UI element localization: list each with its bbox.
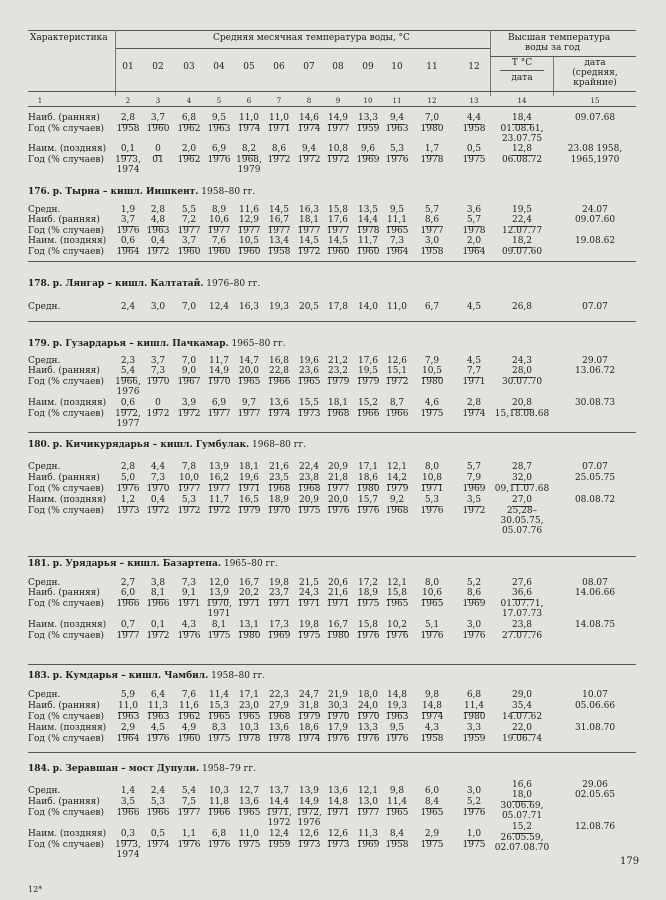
header-characteristic: Характеристика — [30, 33, 108, 43]
top-label-3: Наим. (поздняя) — [28, 144, 107, 154]
month-06: 06 — [273, 62, 285, 72]
header-highest: Высшая температура — [508, 33, 611, 43]
month-01: 01 — [122, 62, 134, 72]
top-rule — [28, 30, 636, 31]
section-184-title: 184. р. Зеравшан – мост Дупули. 1958–79 гг. — [28, 764, 256, 774]
header-date4: крайние) — [573, 78, 617, 88]
month-12: 12 — [468, 62, 480, 72]
month-09: 09 — [362, 62, 374, 72]
header-date: дата — [511, 73, 533, 83]
top-label-4: Год (% случаев) — [28, 155, 104, 165]
month-02: 02 — [152, 62, 164, 72]
header-date3: (средняя, — [572, 68, 618, 78]
month-11: 11 — [426, 62, 438, 72]
month-04: 04 — [213, 62, 225, 72]
section-183-title: 183. р. Кумдарья – кишл. Чамбил. 1958–80 гг. — [28, 671, 266, 681]
header-highest-2: воды за год — [525, 43, 580, 53]
month-07: 07 — [303, 62, 315, 72]
header-t: Т °С — [511, 58, 533, 68]
top-label-1: Наиб. (ранняя) — [28, 113, 100, 123]
section-180-title: 180. р. Кичикурядарья – кишл. Гумбулак. 1968–80 гг. — [28, 440, 307, 450]
section-178-title: 178. р. Лянгар – кишл. Калтатай. 1976–80 гг. — [28, 279, 261, 289]
header-date2: дата — [584, 58, 606, 68]
section-181-title: 181. р. Урядарья – кишл. Базартепа. 1965–80 гг. — [28, 559, 278, 569]
month-03: 03 — [183, 62, 195, 72]
month-08: 08 — [332, 62, 344, 72]
header-sub-rule — [115, 48, 490, 49]
page-number: 179 — [620, 856, 640, 867]
signature-mark: 12* — [28, 885, 43, 894]
section-176-title: 176. р. Тырна – кишл. Иишкент. 1958–80 гг. — [28, 187, 256, 197]
month-05: 05 — [243, 62, 255, 72]
month-10: 10 — [391, 62, 403, 72]
top-label-2: Год (% случаев) — [28, 124, 104, 134]
section-179-title: 179. р. Гузардарья – кишл. Пачкамар. 1965–80 гг. — [28, 339, 286, 349]
header-mean-monthly: Средняя месячная температура воды, °С — [213, 33, 410, 43]
document-page: Характеристика Средняя месячная температура воды, °С Высшая температура воды за год 01 02 03 04 05 06 07 08 09 10 11 12 Т °С дата дата (средняя, крайние) 1 2 3 4 5 6 7 8 9 10 11 12 13 14 15 Наиб. (ранняя) Год (% случаев) Наим. (поздняя) Год (% случаев) 2,8 3,7 6,8 9,5 11,0 11,0 14,6 14,9 13,3 9,4 7,0 4,4 1958 1960 1962 1963 1974 1971 1974 1977 1959 1963 1980 1958 18,4 09.07.68 01.08.61, 23.07.75 0,1 0 2,0 6,9 8,2 8,6 9,4 10,8 9,6 5,3 1,7 0,5 1973, 01 1962 1976 1968, 1972 1972 1972 1969 1976 1978 1975 1974 1979 12,8 06.08.72 23.08 1958, 1965,1970 176. р. Тырна – кишл. Иишкент. 1958–80 гг. Средн. Наиб. (ранняя) Год (% случаев) Наим. (поздняя) Год (% случаев) 1,9 2,8 5,5 8,9 11,6 14,5 16,3 15,8 13,5 9,5 5,7 3,6 3,7 4,8 7,2 10,6 12,9 16,7 18,1 17,6 14,4 11,1 8,6 5,7 1976 1963 1977 1977 1977 1977 1977 1977 1978 1965 1977 1978 0,6 0,4 3,7 7,6 10,5 13,4 14,5 14,5 11,7 7,3 3,0 2,0 1964 1972 1960 1960 1960 1958 1972 1960 1960 1964 1958 1964 19,5 22,4 12.07.77 18,2 09.07.60 24.07 09.07.60 19.08.62 178. р. Лянгар – кишл. Калтатай. 1976–80 гг. Средн. 2,4 3,0 7,0 12,4 16,3 19,3 20,5 17,8 14,0 11,0 6,7 4,5 26,8 07.07 179. р. Гузардарья – кишл. Пачкамар. 1965–80 гг. Средн. Наиб. (ранняя) Год (% случаев) Наим. (поздняя) Год (% случаев) 2,3 3,7 7,0 11,7 14,7 16,8 19,6 21,2 17,6 12,6 7,9 4,5 5,4 7,3 9,0 14,9 20,0 22,8 23,6 23,2 19,5 15,1 10,5 7,7 1966, 1970 1967 1970 1965 1966 1965 1979 1979 1972 1980 1971 1976 0,6 0 3,9 6,9 9,7 13,6 15,5 18,1 15,2 8,7 4,6 2,8 1972, 1972 1972 1977 1977 1974 1973 1968 1966 1966 1975 1974 1977 24,3 28,0 30.07.70 20,8 15,18.08.68 29.07 13.06.72 30.08.73 180. р. Кичикурядарья – кишл. Гумбулак. 1968–80 гг. Средн. Наиб. (ранняя) Год (% случаев) Наим. (поздняя) Год (% случаев) 2,8 4,4 7,8 13,9 18,1 21,6 22,4 20,9 17,1 12,1 8,0 5,7 5,0 7,3 10,0 16,2 19,6 23,5 23,8 21,8 18,6 14,2 10,8 7,9 1976 1970 1977 1977 1971 1968 1968 1977 1980 1979 1971 1969 1,2 0,4 5,3 11,7 16,5 18,9 20,9 20,0 15,7 9,2 5,3 3,5 1973 1972 1972 1972 1979 1970 1975 1976 1976 1968 1976 1972 28,7 32,0 09,11.07.68 27,0 25,28– 30.05.75, 05.07.76 07.07 25.05.75 08.08.72 181. р. Урядарья – кишл. Базартепа. 1965–80 гг. Средн. Наиб. (ранняя) Год (% случаев) Наим. (поздняя) Год (% случаев) 2,7 3,8 7,3 12,0 16,7 19,8 21,5 20,6 17,2 12,1 8,0 5,2 6,0 8,1 9,1 13,9 20,2 23,7 24,3 21,6 18,9 15,8 10,6 8,6 1966 1966 1971 1970, 1971 1971 1971 1971 1975 1965 1965 1969 1971 0,7 0,1 4,3 8,1 13,1 17,3 19,8 16,7 15,8 10,2 5,1 3,0 1977 1972 1976 1975 1980 1969 1975 1980 1976 1976 1976 1976 27,6 36,6 01.07.71, 17.07.73 23,8 27.07.76 08.07 14.06.66 14.08.75 183. р. Кумдарья – кишл. Чамбил. 1958–80 гг. Средн. Наиб. (ранняя) Год (% случаев) Наим. (поздняя) Год (% случаев) 5,9 6,4 7,6 11,4 17,1 22,3 24,7 21,9 18,0 14,8 9,8 6,8 11,0 11,3 11,6 15,3 23,0 27,9 31,8 30,3 24,0 19,3 14,8 11,4 1963 1963 1962 1965 1965 1968 1979 1970 1970 1963 1974 1980 2,9 4,5 4,9 8,3 10,3 13,6 18,6 17,9 13,3 9,5 4,3 3,3 1964 1976 1960 1975 1978 1978 1974 1976 1976 1976 1958 1959 29,0 35,4 14.07.62 22,0 19.06.74 10.07 05.06.66 31.08.70 184. р. Зеравшан – мост Дупули. 1958–79 гг. Средн. Наиб. (ранняя) Год (% случаев) Наим. (поздняя) Год (% случаев) 1,4 2,4 5,4 10,3 12,7 13,7 13,9 13,6 12,1 9,8 6,0 3,0 3,5 5,3 7,5 11,8 13,6 14,4 14,9 14,8 13,0 11,4 8,4 5,2 1966 1966 1977 1966 1965 1971, 1972, 1971 1977 1965 1965 1976 1972 1976 0,3 0,5 1,1 6,8 11,0 12,4 12,6 12,6 11,3 8,4 2,9 1,0 1973, 1974 1976 1976 1975 1959 1973 1973 1969 1958 1975 1975 1974 16,6 18,0 30.06.69, 05.07.71 15,2 26.05.59, 02.07.08.70 29.06 02.05.65 12.08.76 179 12* — [0, 0, 666, 900]
